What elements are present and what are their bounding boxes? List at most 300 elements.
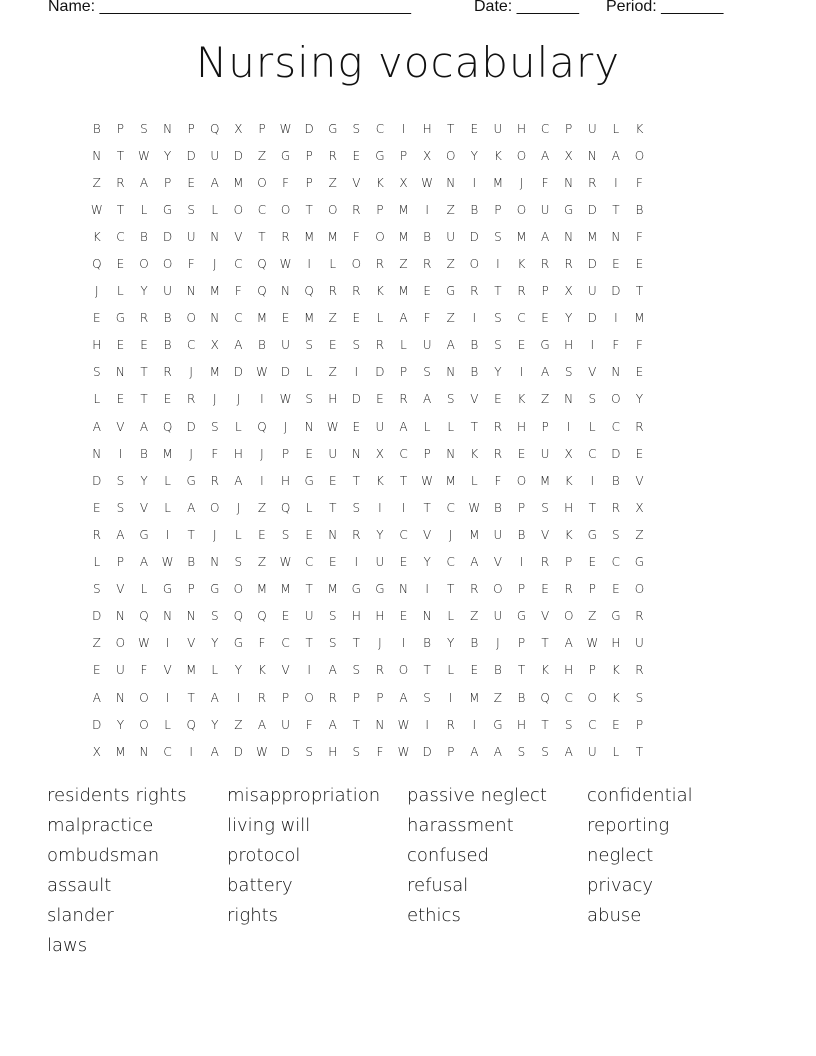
grid-letter[interactable]: Y [140,284,148,299]
grid-letter[interactable]: S [517,744,526,759]
grid-letter[interactable]: U [281,338,290,353]
grid-letter[interactable]: J [95,284,99,299]
grid-letter[interactable]: I [118,446,123,461]
grid-letter[interactable]: H [516,419,526,434]
grid-letter[interactable]: C [399,446,408,461]
grid-letter[interactable]: O [351,257,362,272]
grid-letter[interactable]: I [566,419,571,434]
grid-letter[interactable]: T [541,636,549,651]
grid-letter[interactable]: M [398,284,409,299]
grid-letter[interactable]: D [280,744,291,759]
grid-letter[interactable]: W [421,473,434,488]
grid-letter[interactable]: P [565,555,573,570]
grid-letter[interactable]: A [210,175,219,190]
grid-letter[interactable]: G [162,582,173,597]
grid-letter[interactable]: P [281,690,290,705]
grid-letter[interactable]: F [187,257,195,272]
grid-letter[interactable]: M [587,229,598,244]
grid-letter[interactable]: A [234,338,243,353]
grid-letter[interactable]: U [587,744,597,759]
grid-letter[interactable]: G [328,121,338,136]
grid-letter[interactable]: H [328,392,338,407]
grid-letter[interactable]: D [304,121,314,136]
grid-letter[interactable]: I [614,311,618,326]
grid-letter[interactable]: C [375,121,385,136]
grid-letter[interactable]: L [400,338,407,353]
grid-letter[interactable]: O [139,690,149,705]
grid-letter[interactable]: M [539,473,551,488]
grid-letter[interactable]: E [328,473,337,488]
grid-letter[interactable]: I [425,717,429,732]
grid-letter[interactable]: B [470,338,479,353]
grid-letter[interactable]: N [446,446,456,461]
grid-letter[interactable]: S [446,392,455,407]
grid-letter[interactable]: E [93,500,101,515]
grid-letter[interactable]: R [352,284,361,299]
grid-letter[interactable]: L [140,582,148,597]
grid-letter[interactable]: I [307,257,311,272]
grid-letter[interactable]: Z [635,527,644,542]
grid-letter[interactable]: R [635,419,644,434]
grid-letter[interactable]: V [540,609,550,624]
grid-letter[interactable]: M [280,582,291,597]
grid-letter[interactable]: K [470,446,479,461]
grid-letter[interactable]: M [162,446,173,461]
grid-letter[interactable]: G [139,527,149,542]
grid-letter[interactable]: J [260,446,264,461]
grid-letter[interactable]: U [587,121,597,136]
grid-letter[interactable]: P [635,717,644,732]
grid-letter[interactable]: L [612,121,620,136]
grid-letter[interactable]: E [93,663,101,678]
grid-letter[interactable]: R [517,284,526,299]
grid-letter[interactable]: I [189,744,193,759]
grid-letter[interactable]: P [517,636,526,651]
grid-letter[interactable]: H [351,609,361,624]
grid-letter[interactable]: I [307,663,311,678]
grid-letter[interactable]: Z [257,555,267,570]
grid-letter[interactable]: S [352,338,361,353]
grid-letter[interactable]: B [92,121,101,136]
grid-letter[interactable]: U [210,148,220,163]
grid-letter[interactable]: M [445,473,456,488]
grid-letter[interactable]: V [187,636,196,651]
grid-letter[interactable]: C [446,500,455,515]
grid-letter[interactable]: R [611,500,621,515]
grid-letter[interactable]: A [139,555,149,570]
grid-letter[interactable]: N [115,609,125,624]
grid-letter[interactable]: D [233,148,243,163]
grid-letter[interactable]: E [352,419,361,434]
grid-letter[interactable]: L [423,419,431,434]
grid-letter[interactable]: R [540,555,550,570]
grid-letter[interactable]: K [564,473,573,488]
grid-letter[interactable]: R [470,582,479,597]
grid-letter[interactable]: W [279,257,292,272]
grid-letter[interactable]: H [233,446,243,461]
grid-letter[interactable]: Y [565,311,573,326]
grid-letter[interactable]: C [234,257,243,272]
grid-letter[interactable]: F [211,446,219,461]
grid-letter[interactable]: Z [92,175,101,190]
grid-letter[interactable]: L [447,663,455,678]
grid-letter[interactable]: T [305,202,313,217]
grid-letter[interactable]: X [210,338,219,353]
grid-letter[interactable]: W [256,744,268,759]
grid-letter[interactable]: C [611,555,621,570]
grid-letter[interactable]: R [493,446,503,461]
grid-letter[interactable]: C [517,311,526,326]
grid-letter[interactable]: K [375,175,384,190]
grid-letter[interactable]: D [162,229,173,244]
grid-letter[interactable]: J [283,419,288,434]
grid-letter[interactable]: R [375,663,385,678]
grid-letter[interactable]: P [541,284,549,299]
grid-letter[interactable]: O [493,582,503,597]
grid-letter[interactable]: O [304,690,314,705]
grid-letter[interactable]: B [493,500,502,515]
grid-letter[interactable]: E [612,582,620,597]
grid-letter[interactable]: N [351,446,361,461]
grid-letter[interactable]: H [516,717,526,732]
grid-letter[interactable]: O [516,202,527,217]
grid-letter[interactable]: T [517,663,526,678]
grid-letter[interactable]: Y [234,663,243,678]
grid-letter[interactable]: B [470,365,479,380]
grid-letter[interactable]: L [140,202,148,217]
grid-letter[interactable]: B [163,338,172,353]
grid-letter[interactable]: T [187,690,195,705]
grid-letter[interactable]: A [399,419,408,434]
grid-letter[interactable]: M [185,663,197,678]
grid-letter[interactable]: S [305,392,313,407]
grid-letter[interactable]: I [401,121,406,136]
grid-letter[interactable]: E [328,338,337,353]
grid-letter[interactable]: K [493,148,502,163]
grid-letter[interactable]: S [494,311,502,326]
grid-letter[interactable]: E [635,365,644,380]
grid-letter[interactable]: D [587,311,597,326]
grid-letter[interactable]: J [189,365,193,380]
grid-letter[interactable]: I [354,365,359,380]
grid-letter[interactable]: J [448,527,453,542]
grid-letter[interactable]: S [494,229,502,244]
grid-letter[interactable]: U [328,446,338,461]
grid-letter[interactable]: R [493,419,503,434]
grid-letter[interactable]: S [612,527,620,542]
grid-letter[interactable]: L [164,717,171,732]
grid-letter[interactable]: N [139,744,149,759]
grid-letter[interactable]: G [493,717,503,732]
period-field[interactable]: Period: _______ [606,0,724,15]
grid-letter[interactable]: Q [540,690,550,705]
grid-letter[interactable]: N [163,609,173,624]
grid-letter[interactable]: S [281,527,290,542]
grid-letter[interactable]: H [564,338,574,353]
grid-letter[interactable]: A [328,663,337,678]
grid-letter[interactable]: O [516,473,527,488]
grid-letter[interactable]: M [303,311,315,326]
grid-letter[interactable]: C [186,338,196,353]
grid-letter[interactable]: D [280,365,291,380]
grid-letter[interactable]: B [517,527,526,542]
grid-letter[interactable]: Y [116,717,125,732]
grid-letter[interactable]: F [258,636,266,651]
grid-letter[interactable]: B [140,229,148,244]
grid-letter[interactable]: R [139,311,149,326]
grid-letter[interactable]: K [517,392,526,407]
grid-letter[interactable]: R [116,175,125,190]
grid-letter[interactable]: H [564,663,574,678]
grid-letter[interactable]: G [516,609,527,624]
grid-letter[interactable]: Y [163,148,172,163]
grid-letter[interactable]: U [493,609,503,624]
grid-letter[interactable]: Q [139,609,149,624]
grid-letter[interactable]: W [161,555,174,570]
grid-letter[interactable]: Q [210,121,220,136]
grid-letter[interactable]: E [423,284,431,299]
grid-letter[interactable]: F [234,284,242,299]
grid-letter[interactable]: N [210,555,220,570]
grid-letter[interactable]: Y [211,636,219,651]
grid-letter[interactable]: V [493,555,502,570]
grid-letter[interactable]: N [210,229,220,244]
grid-letter[interactable]: E [517,338,526,353]
grid-letter[interactable]: P [281,446,290,461]
grid-letter[interactable]: K [375,284,384,299]
grid-letter[interactable]: X [564,446,573,461]
grid-letter[interactable]: G [564,202,574,217]
grid-letter[interactable]: R [635,663,644,678]
grid-letter[interactable]: N [281,284,291,299]
grid-letter[interactable]: E [612,257,620,272]
grid-letter[interactable]: W [421,175,434,190]
grid-letter[interactable]: P [187,582,195,597]
grid-letter[interactable]: I [472,311,477,326]
grid-letter[interactable]: L [211,663,219,678]
grid-letter[interactable]: E [635,446,644,461]
grid-letter[interactable]: O [328,202,338,217]
grid-letter[interactable]: I [165,636,170,651]
grid-letter[interactable]: P [376,202,384,217]
grid-letter[interactable]: R [352,202,361,217]
grid-letter[interactable]: N [163,121,173,136]
grid-letter[interactable]: N [92,148,102,163]
grid-letter[interactable]: S [92,582,101,597]
grid-letter[interactable]: S [588,392,597,407]
grid-letter[interactable]: S [210,419,219,434]
grid-letter[interactable]: N [564,392,574,407]
grid-letter[interactable]: P [305,148,313,163]
grid-letter[interactable]: D [92,717,102,732]
grid-letter[interactable]: D [186,148,196,163]
grid-letter[interactable]: W [397,717,410,732]
grid-letter[interactable]: H [92,338,102,353]
grid-letter[interactable]: A [139,175,149,190]
grid-letter[interactable]: R [92,527,101,542]
grid-letter[interactable]: L [612,744,620,759]
grid-letter[interactable]: V [352,175,361,190]
grid-letter[interactable]: O [257,175,267,190]
grid-letter[interactable]: M [256,582,268,597]
grid-letter[interactable]: E [494,392,502,407]
grid-letter[interactable]: O [139,717,149,732]
grid-letter[interactable]: A [116,527,125,542]
grid-letter[interactable]: N [446,175,456,190]
grid-letter[interactable]: O [634,148,645,163]
grid-letter[interactable]: E [281,609,290,624]
grid-letter[interactable]: P [187,121,195,136]
grid-letter[interactable]: X [564,148,573,163]
grid-letter[interactable]: I [590,473,595,488]
grid-letter[interactable]: T [635,744,644,759]
grid-letter[interactable]: F [305,717,313,732]
grid-letter[interactable]: P [305,175,313,190]
grid-letter[interactable]: Z [493,690,502,705]
grid-letter[interactable]: W [279,555,292,570]
grid-letter[interactable]: I [519,555,524,570]
grid-letter[interactable]: A [187,500,196,515]
grid-letter[interactable]: R [564,582,573,597]
grid-letter[interactable]: U [375,419,385,434]
grid-letter[interactable]: G [540,338,550,353]
grid-letter[interactable]: S [352,500,361,515]
grid-letter[interactable]: T [140,392,148,407]
grid-letter[interactable]: P [116,121,125,136]
grid-letter[interactable]: B [140,446,148,461]
grid-letter[interactable]: U [186,229,196,244]
grid-letter[interactable]: V [116,419,125,434]
grid-letter[interactable]: Z [234,717,243,732]
grid-letter[interactable]: S [352,744,361,759]
grid-letter[interactable]: V [281,663,290,678]
grid-letter[interactable]: K [611,663,620,678]
grid-letter[interactable]: Z [328,175,337,190]
grid-letter[interactable]: I [472,717,477,732]
grid-letter[interactable]: Q [257,257,267,272]
grid-letter[interactable]: P [447,744,455,759]
grid-letter[interactable]: P [588,663,596,678]
grid-letter[interactable]: A [446,338,455,353]
grid-letter[interactable]: T [352,636,360,651]
grid-letter[interactable]: Y [494,365,502,380]
grid-letter[interactable]: A [328,717,337,732]
grid-letter[interactable]: S [234,555,243,570]
grid-letter[interactable]: G [611,609,621,624]
grid-letter[interactable]: J [519,175,524,190]
grid-letter[interactable]: A [540,365,550,380]
grid-letter[interactable]: F [352,229,360,244]
grid-letter[interactable]: I [448,690,453,705]
grid-letter[interactable]: V [588,365,597,380]
grid-letter[interactable]: D [92,609,102,624]
grid-letter[interactable]: U [446,229,456,244]
grid-letter[interactable]: A [234,473,243,488]
grid-letter[interactable]: K [635,121,644,136]
grid-letter[interactable]: Q [92,257,102,272]
grid-letter[interactable]: S [116,473,125,488]
grid-letter[interactable]: G [446,284,456,299]
grid-letter[interactable]: R [422,257,432,272]
grid-letter[interactable]: K [258,663,266,678]
grid-letter[interactable]: K [564,527,573,542]
grid-letter[interactable]: J [378,636,382,651]
grid-letter[interactable]: R [375,338,385,353]
grid-letter[interactable]: C [564,690,573,705]
grid-letter[interactable]: R [328,284,337,299]
grid-letter[interactable]: E [187,175,195,190]
grid-letter[interactable]: R [399,392,408,407]
grid-letter[interactable]: E [116,338,125,353]
grid-letter[interactable]: S [92,365,101,380]
grid-letter[interactable]: W [468,500,481,515]
grid-letter[interactable]: F [636,229,643,244]
grid-letter[interactable]: Q [233,609,244,624]
grid-letter[interactable]: M [327,229,338,244]
grid-letter[interactable]: T [116,202,125,217]
grid-letter[interactable]: I [425,202,429,217]
grid-letter[interactable]: M [327,582,338,597]
grid-letter[interactable]: G [233,636,244,651]
grid-letter[interactable]: B [470,636,479,651]
grid-letter[interactable]: N [587,148,597,163]
grid-letter[interactable]: F [612,338,620,353]
grid-letter[interactable]: L [305,365,313,380]
grid-letter[interactable]: N [186,284,196,299]
grid-letter[interactable]: S [564,717,573,732]
grid-letter[interactable]: D [611,446,621,461]
grid-letter[interactable]: A [92,690,101,705]
grid-letter[interactable]: E [305,446,313,461]
grid-letter[interactable]: G [210,582,220,597]
grid-letter[interactable]: R [328,148,337,163]
grid-letter[interactable]: P [399,148,408,163]
grid-letter[interactable]: P [517,582,526,597]
grid-letter[interactable]: V [163,663,172,678]
grid-letter[interactable]: I [401,500,406,515]
grid-letter[interactable]: A [611,148,620,163]
grid-letter[interactable]: F [423,311,431,326]
grid-letter[interactable]: U [422,338,432,353]
grid-letter[interactable]: A [399,311,408,326]
grid-letter[interactable]: V [234,229,243,244]
grid-letter[interactable]: K [375,473,384,488]
grid-letter[interactable]: N [611,365,621,380]
grid-letter[interactable]: T [423,663,431,678]
grid-letter[interactable]: P [588,582,596,597]
grid-letter[interactable]: O [587,690,597,705]
grid-letter[interactable]: Q [257,284,267,299]
grid-letter[interactable]: R [257,690,267,705]
grid-letter[interactable]: V [470,392,479,407]
grid-letter[interactable]: R [375,257,385,272]
grid-letter[interactable]: P [517,500,526,515]
grid-letter[interactable]: U [587,284,597,299]
grid-letter[interactable]: H [375,609,385,624]
grid-letter[interactable]: R [564,257,573,272]
grid-letter[interactable]: N [564,229,574,244]
grid-letter[interactable]: W [256,365,268,380]
grid-letter[interactable]: D [351,392,361,407]
grid-letter[interactable]: T [352,473,360,488]
grid-letter[interactable]: I [236,690,241,705]
grid-letter[interactable]: S [541,500,549,515]
grid-letter[interactable]: M [634,311,645,326]
grid-letter[interactable]: I [165,527,170,542]
grid-letter[interactable]: W [586,636,599,651]
grid-letter[interactable]: E [93,311,101,326]
grid-letter[interactable]: N [564,175,574,190]
